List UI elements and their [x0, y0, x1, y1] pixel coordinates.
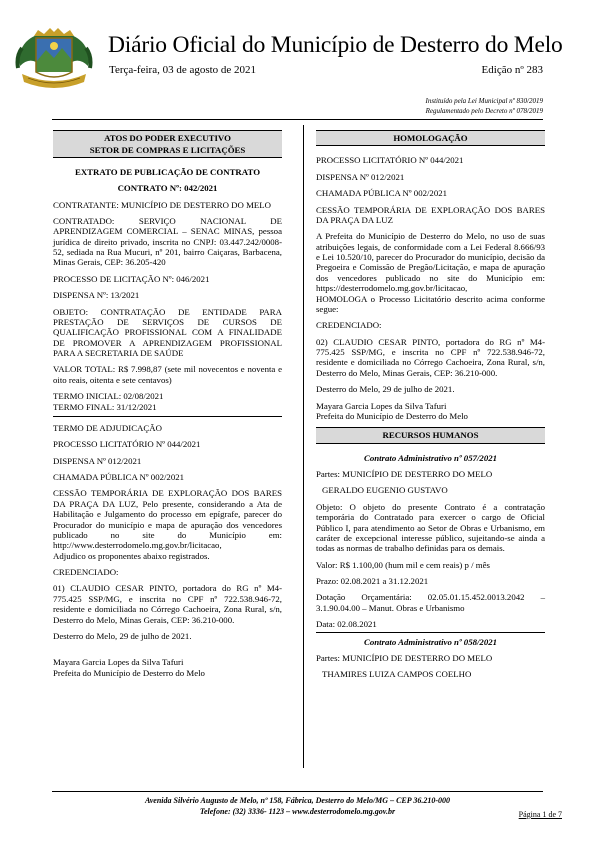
contract-57-budget: Dotação Orçamentária: 02.05.01.15.452.0013.2042 – 3.1.90.04.00 – Manut. Obras e Urbanismo — [316, 592, 545, 613]
signatory-role: Prefeita do Município de Desterro do Melo — [53, 667, 205, 678]
footer-divider — [52, 791, 543, 792]
contract-57-date: Data: 02.08.2021 — [316, 619, 377, 630]
page-number: Página 1 de 7 — [518, 810, 562, 819]
contract-57-value: Valor: R$ 1.100,00 (hum mil e cem reais) p / mês — [316, 559, 490, 570]
footer-address: Avenida Silvério Augusto de Melo, nº 158, Fábrica, Desterro do Melo/MG – CEP 36.210-000 — [145, 796, 450, 805]
right-column — [316, 130, 545, 686]
contract-58-title: Contrato Administrativo nº 058/2021 — [363, 636, 498, 647]
adjudication-process: PROCESSO LICITATÓRIO Nº 044/2021 — [53, 439, 201, 450]
edition-number: Edição nº 283 — [481, 64, 543, 76]
contract-57-title: Contrato Administrativo nº 057/2021 — [363, 452, 498, 463]
decree-reference: Regulamentado pelo Decreto nº 078/2019 — [425, 107, 543, 115]
contract-57-term: Prazo: 02.08.2021 a 31.12.2021 — [316, 576, 429, 586]
end-term: TERMO FINAL: 31/12/2021 — [53, 401, 157, 412]
contracting-party: CONTRATANTE: MUNICÍPIO DE DESTERRO DO MELO — [53, 199, 271, 210]
contract-object: OBJETO: CONTRATAÇÃO DE ENTIDADE PARA PRESTAÇÃO DE SERVIÇOS DE CURSOS DE QUALIFICAÇÃO PROFISSIONAL COM A FINALIDADE DE PROMOVER A APRENDIZAGEM PROFISSIONAL PARA A SECRETARIA DE SAÚDE — [53, 306, 282, 358]
contract-number: CONTRATO Nº: 042/2021 — [117, 183, 218, 194]
footer-contact: Telefone: (32) 3336- 1123 – www.desterrodomelo.mg.gov.br — [199, 807, 396, 816]
homologation-credentialed: 02) CLAUDIO CESAR PINTO, portadora do RG nº M4-775.425 SSP/MG, e inscrita no CPF nº 722.538.946-72, residente e domiciliada no Córrego Cachoeira, Zona Rural, s/n, Desterro do Melo, Minas Gerais, CEP: 36.210-000. — [316, 336, 545, 378]
adjudication-public-call: CHAMADA PÚBLICA Nº 002/2021 — [53, 472, 185, 482]
signatory-name: Mayara Garcia Lopes da Silva Tafuri — [53, 657, 184, 668]
section-title-executive: ATOS DO PODER EXECUTIVO — [53, 130, 282, 144]
homologation-cession: CESSÃO TEMPORÁRIA DE EXPLORAÇÃO DOS BARES DA PRAÇA DA LUZ — [316, 204, 545, 225]
header-divider — [52, 119, 543, 120]
homologation-title: HOMOLOGAÇÃO — [316, 130, 545, 146]
homologation-waiver: DISPENSA Nº 012/2021 — [316, 171, 405, 182]
section-title-purchasing: SETOR DE COMPRAS E LICITAÇÕES — [53, 144, 282, 157]
start-term: TERMO INICIAL: 02/08/2021 — [53, 391, 164, 402]
adjudication-waiver: DISPENSA Nº 012/2021 — [53, 455, 142, 466]
adjudication-text: CESSÃO TEMPORÁRIA DE EXPLORAÇÃO DOS BARES DA PRAÇA DA LUZ, Pelo presente, considerando a Ata de Habilitação e Julgamento do processo em epígrafe, parecer do Procurador do município e mapa de apuração dos vencedores publicado no site do Município em: http://www.desterrodomelo.mg.gov.br/licitacao, — [53, 488, 282, 551]
contract-separator — [316, 632, 545, 633]
homologation-process: PROCESSO LICITATÓRIO Nº 044/2021 — [316, 155, 464, 166]
adjudication-place-date: Desterro do Melo, 29 de julho de 2021. — [53, 630, 192, 641]
homologation-public-call: CHAMADA PÚBLICA Nº 002/2021 — [316, 188, 448, 199]
total-value: VALOR TOTAL: R$ 7.998,87 (sete mil novecentos e noventa e oito reais, oitenta e sete centavos) — [53, 364, 282, 385]
extract-title: EXTRATO DE PUBLICAÇÃO DE CONTRATO — [74, 166, 261, 177]
column-divider — [303, 125, 304, 768]
masthead-title: Diário Oficial do Município de Desterro do Melo — [108, 32, 563, 58]
adjudication-credentialed-label: CREDENCIADO: — [53, 567, 119, 577]
human-resources-title: RECURSOS HUMANOS — [316, 427, 545, 443]
adjudication-credentialed: 01) CLAUDIO CESAR PINTO, portadora do RG nº M4-775.425 SSP/MG, e inscrita no CPF nº 722.538.946-72, residente e domiciliada no Córrego Cachoeira, Zona Rural, s/n, Desterro do Melo, Minas Gerais, CEP: 36.210-000. — [53, 583, 282, 625]
contract-58-name: THAMIRES LUIZA CAMPOS COELHO — [322, 669, 472, 680]
section-separator — [53, 416, 282, 417]
left-column — [53, 130, 282, 678]
contract-57-object: Objeto: O objeto do presente Contrato é a contratação temporária do Contratado para exercer o cargo de Oficial Público I, para atendimento ao Setor de Obras e Urbanismo, em caráter de excepcional interesse público, sujeitando-se ainda a todas as normas de trabalho definidas para os demais. — [316, 501, 545, 554]
homologation-text: A Prefeita do Município de Desterro do Melo, no uso de suas atribuições legais, de conformidade com a Lei Federal 8.666/93 e Lei 10.520/10, parecer do Procurador do município, decisão da Pregoeira e Comissão de Pregão/Licitação, e mapa de apuração dos vencedores publicado no site do Município em: https://desterrodomelo.mg.gov.br/licitacao, — [316, 231, 545, 294]
contract-57-parties: Partes: MUNICÍPIO DE DESTERRO DO MELO — [316, 469, 493, 479]
homologation-homologa: HOMOLOGA o Processo Licitatório descrito acima conforme segue: — [316, 293, 545, 314]
adjudication-title: TERMO DE ADJUDICAÇÃO — [53, 422, 162, 433]
contract-58-parties: Partes: MUNICÍPIO DE DESTERRO DO MELO — [316, 652, 493, 663]
homologation-signatory-name: Mayara Garcia Lopes da Silva Tafuri — [316, 400, 447, 411]
homologation-place-date: Desterro do Melo, 29 de julho de 2021. — [316, 384, 455, 395]
contract-57-name: GERALDO EUGENIO GUSTAVO — [322, 485, 448, 496]
homologation-signatory-role: Prefeita do Município de Desterro do Melo — [316, 410, 468, 421]
coat-of-arms-logo — [14, 28, 94, 94]
contracted-party: CONTRATADO: SERVIÇO NACIONAL DE APRENDIZAGEM COMERCIAL – SENAC MINAS, pessoa jurídica de direito privado, inscrita no CNPJ: 03.447.242/0008-52, sediada na Rua Mucuri, nº 201, bairro Caiçaras, Barbacena, Minas Gerais, CEP: 36.205-420 — [53, 215, 282, 268]
law-reference: Instituído pela Lei Municipal nº 830/2019 — [425, 97, 543, 105]
tender-process: PROCESSO DE LICITAÇÃO Nº: 046/2021 — [53, 273, 210, 284]
homologation-credentialed-label: CREDENCIADO: — [316, 320, 382, 331]
waiver-number: DISPENSA Nº: 13/2021 — [53, 290, 140, 301]
adjudication-adjudico: Adjudico os proponentes abaixo registrados. — [53, 550, 210, 561]
publication-date: Terça-feira, 03 de agosto de 2021 — [109, 64, 257, 76]
